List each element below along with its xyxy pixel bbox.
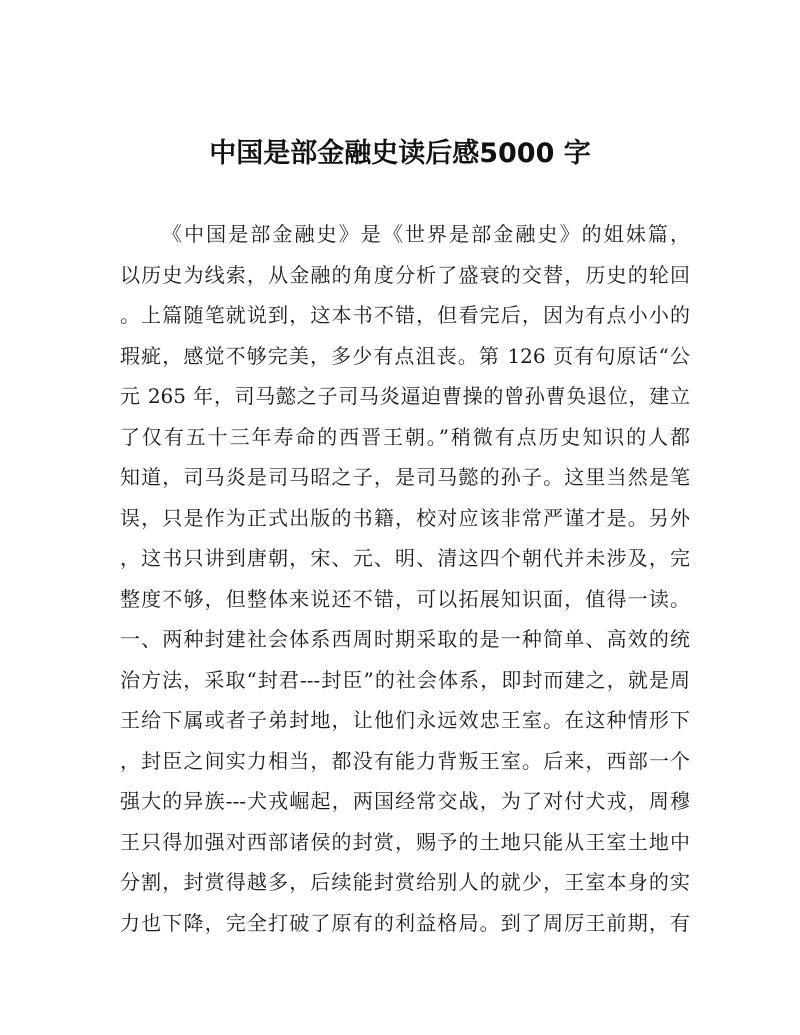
paragraph-line: 元 265 年，司马懿之子司马炎逼迫曹操的曾孙曹奂退位，建立 (120, 384, 690, 408)
document-title: 中国是部金融史读后感5000 字 (209, 138, 591, 169)
paragraph-line: 王给下属或者子弟封地，让他们永远效忠王室。在这种情形下 (120, 708, 690, 732)
document-body (120, 214, 690, 943)
paragraph-line: 瑕疵，感觉不够完美，多少有点沮丧。第 126 页有句原话“公 (120, 343, 690, 368)
paragraph-line: 一、两种封建社会体系西周时期采取的是一种简单、高效的统 (120, 627, 690, 651)
paragraph-line: 整度不够，但整体来说还不错，可以拓展知识面，值得一读。 (120, 586, 690, 611)
paragraph-line: ，这书只讲到唐朝，宋、元、明、清这四个朝代并未涉及，完 (120, 546, 690, 570)
paragraph-line: 强大的异族---犬戎崛起，两国经常交战，为了对付犬戎，周穆 (120, 789, 690, 813)
paragraph-line: 知道，司马炎是司马昭之子，是司马懿的孙子。这里当然是笔 (120, 465, 690, 489)
paragraph-line: 了仅有五十三年寿命的西晋王朝。”稍微有点历史知识的人都 (120, 424, 690, 449)
paragraph-line: 《中国是部金融史》是《世界是部金融史》的姐妹篇， (162, 222, 690, 246)
paragraph-line: ，封臣之间实力相当，都没有能力背叛王室。后来，西部一个 (120, 748, 690, 773)
paragraph-line: 以历史为线索，从金融的角度分析了盛衰的交替，历史的轮回 (120, 262, 690, 287)
paragraph-line: 治方法，采取“封君---封臣”的社会体系，即封而建之，就是周 (120, 667, 690, 692)
paragraph-line: 误，只是作为正式出版的书籍，校对应该非常严谨才是。另外 (120, 505, 690, 530)
paragraph-line: 力也下降，完全打破了原有的利益格局。到了周厉王前期，有 (120, 910, 690, 935)
paragraph-line: 王只得加强对西部诸侯的封赏，赐予的土地只能从王室土地中 (120, 829, 690, 854)
paragraph-line: 。上篇随笔就说到，这本书不错，但看完后，因为有点小小的 (120, 303, 690, 327)
paragraph-line: 分割，封赏得越多，后续能封赏给别人的就少，王室本身的实 (120, 870, 690, 894)
